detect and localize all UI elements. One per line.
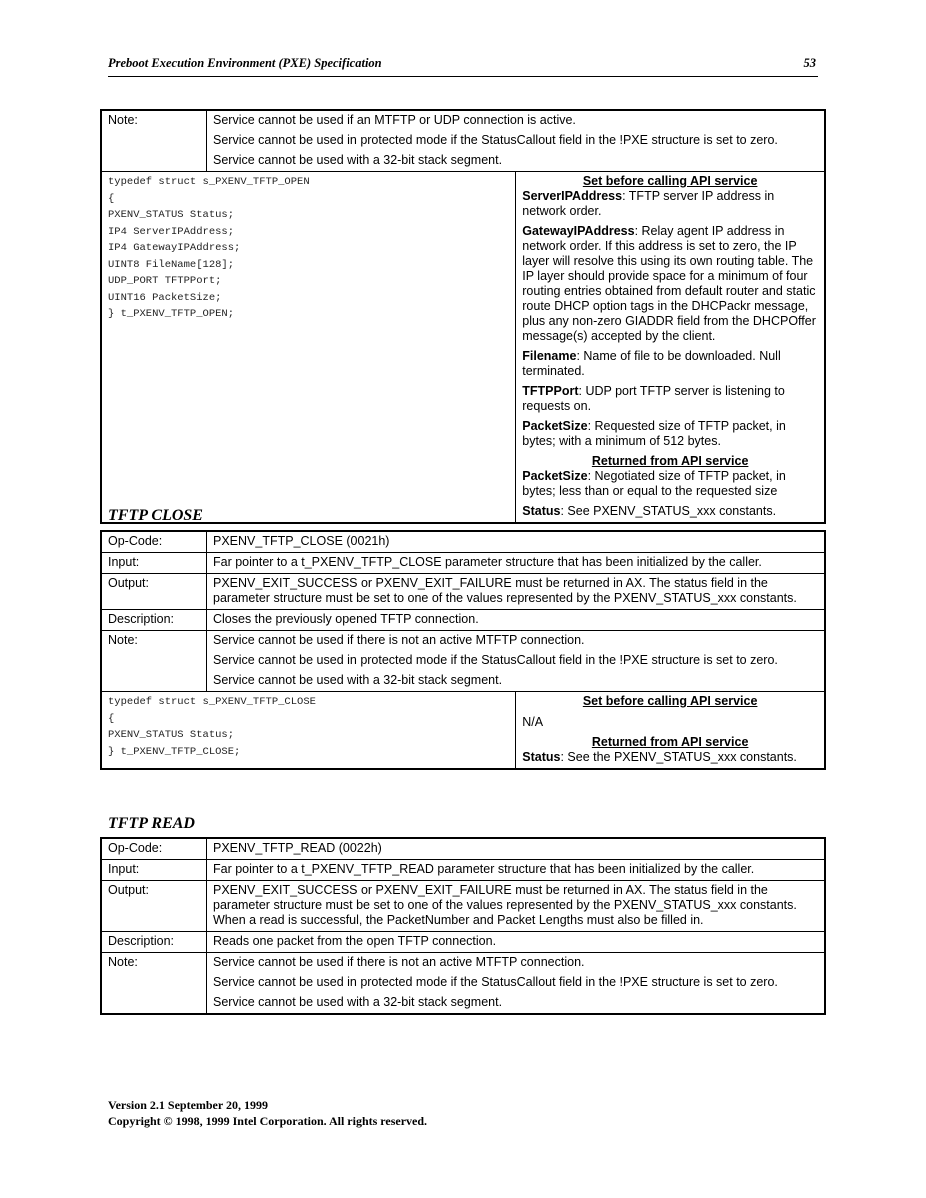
table-row (101, 881, 825, 932)
api-fields (516, 692, 825, 770)
code-line: UINT8 FileName[128]; (108, 258, 235, 271)
code-line: PXENV_STATUS Status; (108, 729, 235, 741)
note-item: Service cannot be used if an MTFTP or UDP connection is active. (213, 113, 576, 127)
opcode-label: Op-Code: (101, 531, 207, 553)
description-value: Reads one packet from the open TFTP connection. (207, 932, 826, 953)
input-label: Input: (101, 860, 207, 881)
note-label: Note: (101, 953, 207, 1015)
returned-item: PacketSize: Negotiated size of TFTP packet, in bytes; less than or equal to the requested size (522, 469, 786, 498)
table-row (101, 531, 825, 553)
code-line: UDP_PORT TFTPPort; (108, 275, 222, 287)
note-label: Note: (101, 110, 207, 172)
note-cell (207, 110, 826, 172)
note-item: Service cannot be used with a 32-bit stack segment. (213, 995, 503, 1009)
note-item: Service cannot be used in protected mode if the StatusCallout field in the !PXE structure is set to zero. (213, 653, 778, 667)
input-label: Input: (101, 553, 207, 574)
input-value: Far pointer to a t_PXENV_TFTP_READ parameter structure that has been initialized by the caller. (207, 860, 826, 881)
table-row (101, 610, 825, 631)
returned-item: Status: See PXENV_STATUS_xxx constants. (522, 504, 777, 518)
field-item: ServerIPAddress: TFTP server IP address in network order. (522, 189, 775, 218)
returned-heading: Returned from API service (591, 735, 749, 749)
code-line: UINT16 PacketSize; (108, 291, 222, 304)
field-item: TFTPPort: UDP port TFTP server is listening to requests on. (522, 384, 785, 413)
opcode-label: Op-Code: (101, 838, 207, 860)
table-row (101, 838, 825, 860)
table-row (101, 860, 825, 881)
page-header (108, 54, 818, 77)
note-item: Service cannot be used if there is not an active MTFTP connection. (213, 955, 585, 969)
tftp-close-table (100, 530, 826, 770)
description-label: Description: (101, 610, 207, 631)
table-row (101, 953, 825, 1015)
page-footer (108, 1097, 427, 1129)
code-line: PXENV_STATUS Status; (108, 209, 235, 221)
field-item: Filename: Name of file to be downloaded. Null terminated. (522, 349, 781, 378)
set-before-heading: Set before calling API service (582, 694, 758, 708)
tftp-open-table (100, 109, 826, 524)
note-item: Service cannot be used with a 32-bit stack segment. (213, 673, 503, 687)
page-number: 53 (803, 56, 816, 70)
struct-code (101, 692, 516, 770)
note-item: Service cannot be used in protected mode if the StatusCallout field in the !PXE structure is set to zero. (213, 133, 778, 147)
table-row (101, 110, 825, 172)
table-row (101, 574, 825, 610)
code-line: { (108, 712, 115, 725)
document-title: Preboot Execution Environment (PXE) Specification (108, 56, 382, 70)
field-item: GatewayIPAddress: Relay agent IP address in network order. If this address is set to zero, the IP layer will resolve this using its own routing table. The IP layer should provide space for a minimum of four routing entries obtained from default router and static route DHCP option tags in the DHCPackr message, plus any non-zero GIADDR field from the DHCPOffer message(s) accepted by the client. (522, 224, 816, 343)
note-label: Note: (101, 631, 207, 692)
input-value: Far pointer to a t_PXENV_TFTP_CLOSE parameter structure that has been initialized by the caller. (207, 553, 826, 574)
output-value: PXENV_EXIT_SUCCESS or PXENV_EXIT_FAILURE must be returned in AX. The status field in the parameter structure must be set to one of the values represented by the PXENV_STATUS_xxx constants. When a read is successful, the PacketNumber and Packet Lengths must also be filled in. (207, 881, 826, 932)
output-label: Output: (101, 574, 207, 610)
table-row (101, 692, 825, 770)
output-label: Output: (101, 881, 207, 932)
api-fields (516, 172, 825, 524)
note-item: Service cannot be used with a 32-bit stack segment. (213, 153, 503, 167)
output-value: PXENV_EXIT_SUCCESS or PXENV_EXIT_FAILURE must be returned in AX. The status field in the parameter structure must be set to one of the values represented by the PXENV_STATUS_xxx constants. (207, 574, 826, 610)
code-line: IP4 GatewayIPAddress; (108, 242, 241, 254)
table-row (101, 172, 825, 524)
returned-item: Status: See the PXENV_STATUS_xxx constants. (522, 750, 797, 764)
note-cell (207, 953, 826, 1015)
section-title-tftp-read: TFTP READ (108, 815, 195, 832)
section-title-tftp-close: TFTP CLOSE (108, 507, 203, 524)
note-item: Service cannot be used in protected mode if the StatusCallout field in the !PXE structure is set to zero. (213, 975, 778, 989)
opcode-value: PXENV_TFTP_CLOSE (0021h) (207, 531, 826, 553)
code-line: typedef struct s_PXENV_TFTP_OPEN (108, 176, 310, 188)
version-line: Version 2.1 September 20, 1999 (108, 1098, 268, 1112)
table-row (101, 932, 825, 953)
set-before-heading: Set before calling API service (582, 174, 758, 188)
code-line: } t_PXENV_TFTP_CLOSE; (108, 745, 241, 758)
code-line: typedef struct s_PXENV_TFTP_CLOSE (108, 696, 316, 708)
description-label: Description: (101, 932, 207, 953)
description-value: Closes the previously opened TFTP connection. (207, 610, 826, 631)
table-row (101, 553, 825, 574)
code-line: IP4 ServerIPAddress; (108, 225, 235, 238)
table-row (101, 631, 825, 692)
note-item: Service cannot be used if there is not an active MTFTP connection. (213, 633, 585, 647)
tftp-read-table (100, 837, 826, 1015)
opcode-value: PXENV_TFTP_READ (0022h) (207, 838, 826, 860)
code-line: { (108, 192, 115, 205)
returned-heading: Returned from API service (591, 454, 749, 468)
note-cell (207, 631, 826, 692)
set-before-value: N/A (522, 715, 544, 729)
code-line: } t_PXENV_TFTP_OPEN; (108, 308, 235, 320)
struct-code (101, 172, 516, 524)
copyright-line: Copyright © 1998, 1999 Intel Corporation. All rights reserved. (108, 1114, 428, 1128)
field-item: PacketSize: Requested size of TFTP packet, in bytes; with a minimum of 512 bytes. (522, 419, 786, 448)
